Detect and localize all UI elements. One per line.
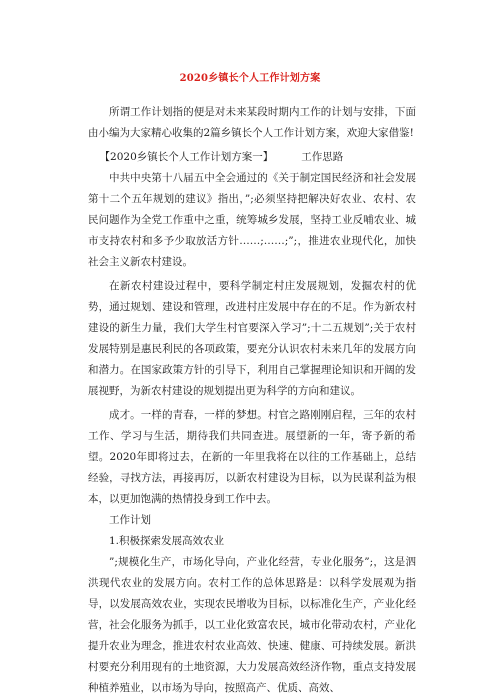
section-heading-label: 【2020乡镇长个人工作计划方案一】 xyxy=(99,151,274,163)
intro-paragraph: 所谓工作计划指的便是对未来某段时期内工作的计划与安排，下面由小编为大家精心收集的2篇乡镇长个人工作计划方案，欢迎大家借鉴! xyxy=(88,106,416,139)
section-heading-subtitle: 工作思路 xyxy=(301,151,344,163)
body-paragraph-outlook: 成才。一样的青春，一样的梦想。村官之路刚刚启程，三年的农村工作、学习与生活，期待我们共同查进。展望新的一年，寄予新的希望。2020年即将过去，在新的一年里我将在以往的工作基础上，总结经验，寻找方法，再接再厉，以新农村建设为目标，以为民谋利益为根本，以更加饱满的热情投身到工作中去。 xyxy=(88,409,416,505)
body-paragraph-planning: 在新农村建设过程中，要科学制定村庄发展规划，发掘农村的优势，通过规划、建设和管理，改进村庄发展中存在的不足。作为新农村建设的新生力量，我们大学生村官要深入学习”;十二五规划”;关于农村发展特别是惠民利民的各项政策，要充分认识农村未来几年的发展方向和潜力。在国家政策方针的引导下，利用自己掌握理论知识和开阔的发展视野，为新农村建设的规划提出更为科学的方向和建议。 xyxy=(88,280,416,397)
document-body xyxy=(88,102,416,699)
subheading-work-plan: 工作计划 xyxy=(109,514,151,526)
document-title: 2020乡镇长个人工作计划方案 xyxy=(179,73,321,84)
body-paragraph-agriculture: ”;规模化生产，市场化导向，产业化经营，专业化服务”;，这是泗洪现代农业的发展方向。农村工作的总体思路是：以科学发展观为指导，以发展高效农业，实现农民增收为目标，以标准化生产，产业化经营，社会化服务为抓手，以工业化致富农民，城市化带动农村，产业化提升农业为理念，推进农村农业高效、快速、健康、可持续发展。新洪村要充分利用现有的土地资源，大力发展高效经济作物，重点支持发展种植养殖业，以市场为导向，按照高产、优质、高效、 xyxy=(88,556,416,694)
body-paragraph-policy: 中共中央第十八届五中全会通过的《关于制定国民经济和社会发展第十二个五年规划的建议》指出，”;必须坚持把解决好农业、农村、农民问题作为全党工作重中之重，统筹城乡发展，坚持工业反哺农业、城市支持农村和多予少取放活方针……;……;”;，推进农业现代化，加快社会主义新农村建设。 xyxy=(88,172,416,268)
section-heading xyxy=(88,147,416,168)
subheading-item-1: 1.积极探索发展高效农业 xyxy=(109,535,225,547)
